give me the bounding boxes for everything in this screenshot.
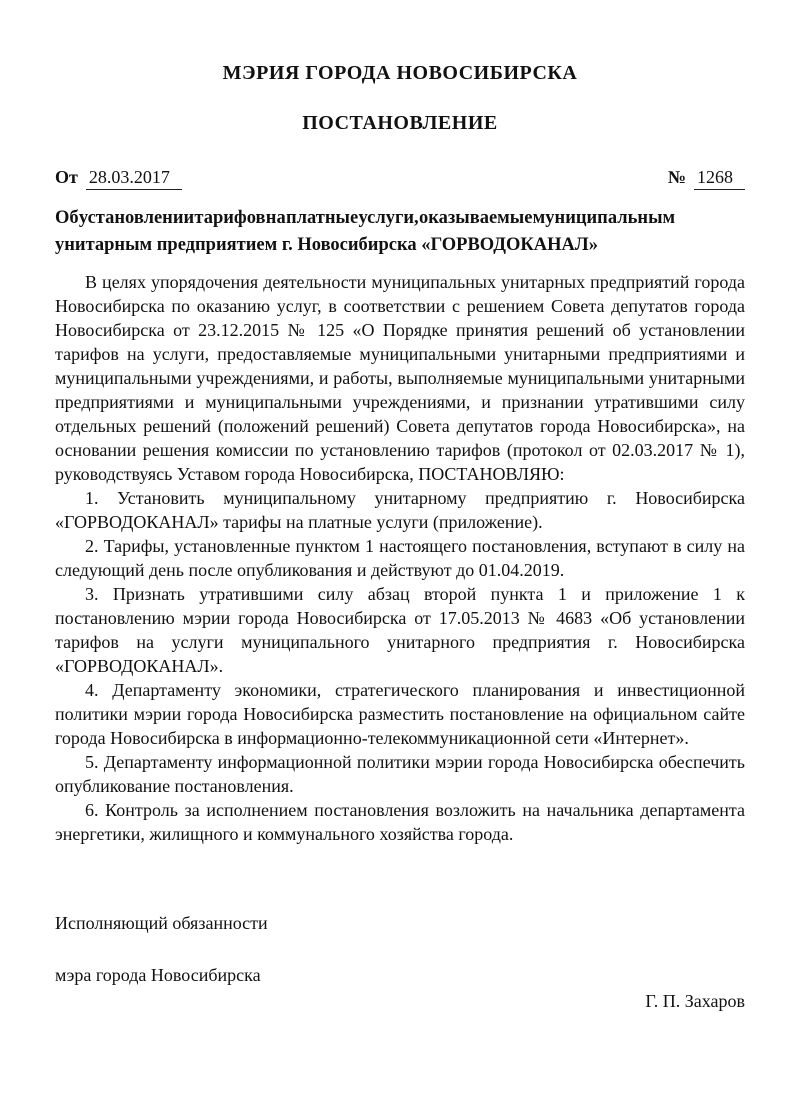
- body-paragraph-item-2: 2. Тарифы, установленные пунктом 1 настоящего постановления, вступают в силу на следующий день после опубликования и действуют до 01.04.2019.: [55, 536, 745, 580]
- body-paragraph-item-1: 1. Установить муниципальному унитарному предприятию г. Новосибирска «ГОРВОДОКАНАЛ» тарифы на платные услуги (приложение).: [55, 488, 745, 532]
- number-field: [668, 167, 745, 190]
- body-paragraph-item-6: 6. Контроль за исполнением постановления возложить на начальника департамента энергетики, жилищного и коммунального хозяйства города.: [55, 800, 745, 844]
- signatory-role-line-2: мэра города Новосибирска: [55, 965, 261, 985]
- signatory-role-line-1: Исполняющий обязанности: [55, 913, 268, 933]
- body-paragraph-item-3: 3. Признать утратившими силу абзац второй пункта 1 и приложение 1 к постановлению мэрии города Новосибирска от 17.05.2013 № 4683 «Об установлении тарифов на услуги муниципального унитарного предприятия г. Новосибирска «ГОРВОДОКАНАЛ».: [55, 584, 745, 676]
- signatory-name: Г. П. Захаров: [645, 991, 745, 1011]
- signature-block: [55, 884, 745, 1014]
- number-label: №: [667, 167, 686, 187]
- date-field: [55, 167, 182, 190]
- org-name: МЭРИЯ ГОРОДА НОВОСИБИРСКА: [222, 62, 578, 84]
- date-value: 28.03.2017: [86, 167, 182, 190]
- subject-title: [55, 205, 745, 259]
- body-paragraph-item-4: 4. Департаменту экономики, стратегического планирования и инвестиционной политики мэрии города Новосибирска разместить постановление на официальном сайте города Новосибирска в информационно-телекоммуникационной сети «Интернет».: [55, 680, 745, 748]
- doc-type-title: ПОСТАНОВЛЕНИЕ: [302, 112, 498, 134]
- date-label: От: [55, 167, 78, 187]
- body-paragraph-preamble: В целях упорядочения деятельности муниципальных унитарных предприятий города Новосибирска по оказанию услуг, в соответствии с решением Совета депутатов города Новосибирска от 23.12.2015 № 125 «О Порядке принятия решений об установлении тарифов на услуги, предоставляемые муниципальными унитарными предприятиями и муниципальными учреждениями, и работы, выполняемые муниципальными унитарными предприятиями и муниципальными учреждениями, и признании утратившими силу отдельных решений (положений решений) Совета депутатов города Новосибирска», на основании решения комиссии по установлению тарифов (протокол от 02.03.2017 № 1), руководствуясь Уставом города Новосибирска, ПОСТАНОВЛЯЮ:: [55, 272, 745, 484]
- signatory-role: [55, 884, 268, 1014]
- number-value: 1268: [694, 167, 745, 190]
- subject-line-1: Об установлении тарифов на платные услуги, оказываемые муниципальным: [55, 208, 676, 228]
- date-number-row: [55, 167, 745, 190]
- subject-line-2: унитарным предприятием г. Новосибирска «ГОРВОДОКАНАЛ»: [55, 235, 598, 255]
- body-paragraph-item-5: 5. Департаменту информационной политики мэрии города Новосибирска обеспечить опубликование постановления.: [55, 752, 745, 796]
- document-body: [55, 270, 745, 846]
